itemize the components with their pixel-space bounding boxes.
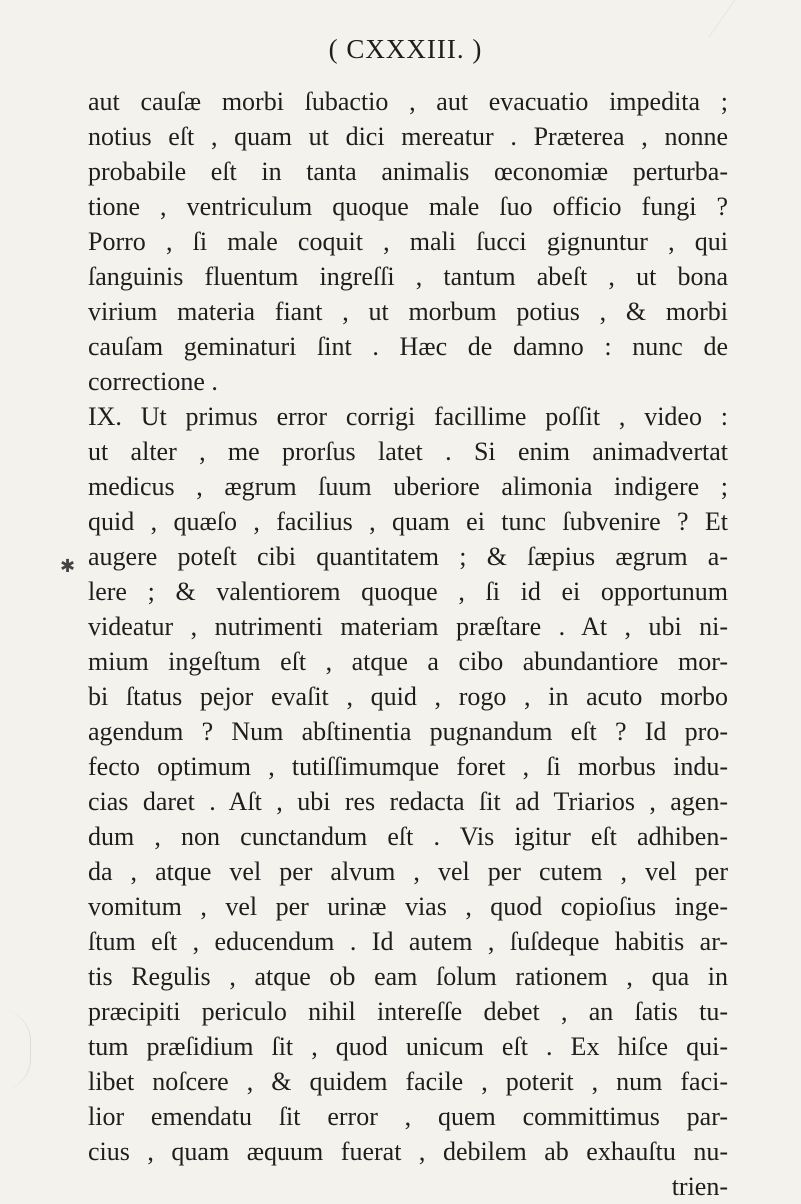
text-line: mium ingeſtum eſt , atque a cibo abundantiore mor-: [88, 647, 728, 676]
text-line: correctione .: [88, 367, 218, 396]
text-line: vomitum , vel per urinæ vias , quod copioſius inge-: [88, 892, 728, 921]
page-edge-shadow: [0, 1010, 31, 1090]
margin-asterisk-mark: ✱: [60, 556, 76, 576]
text-line: libet noſcere , & quidem facile , poterit , num faci-: [88, 1067, 728, 1096]
text-line: lior emendatu ſit error , quem committimus par-: [88, 1102, 728, 1131]
text-line: quid , quæſo , facilius , quam ei tunc ſubvenire ? Et: [88, 507, 728, 536]
body-text: [88, 84, 728, 1204]
text-line: agendum ? Num abſtinentia pugnandum eſt ? Id pro-: [88, 717, 728, 746]
text-line: aut cauſæ morbi ſubactio , aut evacuatio impedita ;: [88, 87, 728, 116]
text-line: dum , non cunctandum eſt . Vis igitur eſt adhiben-: [88, 822, 728, 851]
text-line: tis Regulis , atque ob eam ſolum rationem , qua in: [88, 962, 728, 991]
text-line: præcipiti periculo nihil intereſſe debet , an ſatis tu-: [88, 997, 728, 1026]
text-line: Porro , ſi male coquit , mali ſucci gignuntur , qui: [88, 227, 728, 256]
text-line: videatur , nutrimenti materiam præſtare . At , ubi ni-: [88, 612, 728, 641]
text-line: lere ; & valentiorem quoque , ſi id ei opportunum: [88, 577, 728, 606]
text-line: augere poteſt cibi quantitatem ; & ſæpius ægrum a-: [88, 542, 728, 571]
text-line: cauſam geminaturi ſint . Hæc de damno : nunc de: [88, 332, 728, 361]
catchword: trien-: [671, 1172, 728, 1201]
text-line: tione , ventriculum quoque male ſuo officio fungi ?: [88, 192, 728, 221]
text-line: cias daret . Aſt , ubi res redacta ſit ad Triarios , agen-: [88, 787, 728, 816]
text-line: da , atque vel per alvum , vel per cutem , vel per: [88, 857, 728, 886]
text-line: cius , quam æquum fuerat , debilem ab exhauſtu nu-: [88, 1137, 728, 1166]
text-line: IX. Ut primus error corrigi facillime poſſit , video :: [88, 402, 728, 431]
text-line: ut alter , me prorſus latet . Si enim animadvertat: [88, 437, 728, 466]
text-line: virium materia fiant , ut morbum potius , & morbi: [88, 297, 728, 326]
text-line: probabile eſt in tanta animalis œconomiæ perturba-: [88, 157, 728, 186]
text-line: medicus , ægrum ſuum uberiore alimonia indigere ;: [88, 472, 728, 501]
text-line: fecto optimum , tutiſſimumque foret , ſi morbus indu-: [88, 752, 728, 781]
text-line: tum præſidium ſit , quod unicum eſt . Ex hiſce qui-: [88, 1032, 728, 1061]
text-line: ſtum eſt , educendum . Id autem , ſuſdeque habitis ar-: [88, 927, 728, 956]
text-line: bi ſtatus pejor evaſit , quid , rogo , in acuto morbo: [88, 682, 728, 711]
text-line: notius eſt , quam ut dici mereatur . Præterea , nonne: [88, 122, 728, 151]
page-header: ( CXXXIII. ): [328, 34, 483, 64]
text-line: ſanguinis fluentum ingreſſi , tantum abeſt , ut bona: [88, 262, 728, 291]
